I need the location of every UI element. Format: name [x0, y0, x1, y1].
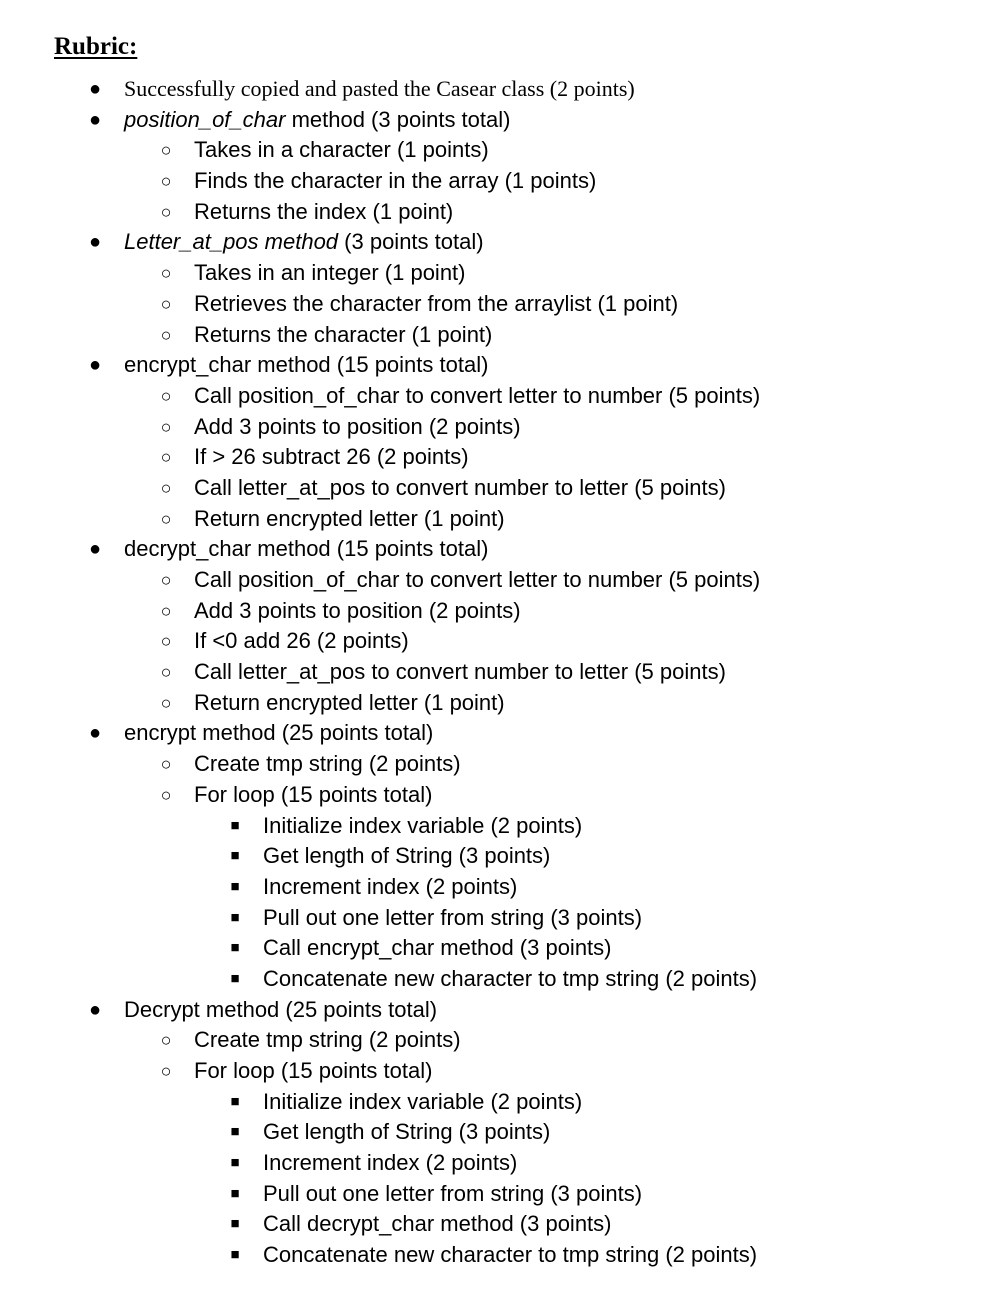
rubric-item-label: Call letter_at_pos to convert number to letter (5 points) — [194, 474, 726, 500]
bullet-circle-icon: ○ — [160, 263, 172, 284]
rubric-item-text — [194, 381, 760, 412]
bullet-square-icon: ■ — [230, 1215, 240, 1233]
rubric-item-text — [263, 1117, 550, 1148]
rubric-item-text — [194, 780, 432, 811]
bullet-square-icon: ■ — [230, 1154, 240, 1172]
rubric-item-label: For loop (15 points total) — [194, 1058, 433, 1083]
bullet-dot-icon: ● — [88, 231, 102, 254]
bullet-square-icon: ■ — [230, 816, 240, 834]
bullet-dot-icon: ● — [88, 354, 102, 377]
bullet-circle-icon: ○ — [160, 293, 172, 314]
rubric-item-text — [194, 166, 596, 197]
rubric-item-text — [124, 74, 635, 105]
rubric-item-text — [263, 872, 517, 903]
rubric-item-text — [263, 1148, 517, 1179]
rubric-item-text — [263, 1179, 642, 1210]
rubric-item-label: If <0 add 26 (2 points) — [194, 628, 409, 654]
rubric-item-text — [263, 933, 612, 964]
rubric-item-label: Concatenate new character to tmp string (2 points) — [263, 1242, 758, 1268]
rubric-item-text — [124, 227, 484, 258]
rubric-item-label: encrypt method (25 points total) — [124, 720, 434, 746]
rubric-item-label: Finds the character in the array (1 points) — [194, 168, 597, 194]
rubric-item-label: Create tmp string (2 points) — [194, 1027, 461, 1053]
rubric-item-text — [263, 1087, 582, 1118]
bullet-dot-icon: ● — [88, 722, 102, 745]
bullet-circle-icon: ○ — [160, 171, 172, 192]
rubric-item-text — [263, 1209, 612, 1240]
rubric-item-label: decrypt_char method (15 points total) — [124, 536, 489, 562]
bullet-circle-icon: ○ — [160, 447, 172, 468]
bullet-circle-icon: ○ — [160, 1061, 172, 1081]
rubric-heading: Rubric: — [54, 33, 138, 60]
rubric-item-label: Successfully copied and pasted the Casear class (2 points) — [124, 76, 635, 101]
bullet-circle-icon: ○ — [160, 140, 172, 161]
rubric-item-label: Increment index (2 points) — [263, 873, 518, 899]
rubric-item-text — [194, 688, 505, 719]
bullet-circle-icon: ○ — [160, 662, 172, 683]
rubric-item-label: Increment index (2 points) — [263, 1150, 518, 1176]
rubric-item-method-name: Letter_at_pos method — [124, 229, 339, 255]
rubric-item-label: Takes in a character (1 points) — [194, 137, 489, 163]
rubric-item-text — [194, 1025, 461, 1056]
rubric-item-text — [263, 811, 582, 842]
rubric-item-label: Add 3 points to position (2 points) — [194, 413, 521, 439]
bullet-square-icon: ■ — [230, 877, 240, 895]
rubric-item-text — [194, 504, 505, 535]
bullet-circle-icon: ○ — [160, 508, 172, 529]
rubric-item-label: Call position_of_char to convert letter to number (5 points) — [194, 382, 761, 408]
rubric-item-text — [124, 718, 433, 749]
bullet-circle-icon: ○ — [160, 477, 172, 498]
rubric-item-text — [124, 350, 488, 381]
rubric-item-label: Pull out one letter from string (3 points) — [263, 904, 643, 930]
rubric-item-label: Decrypt method (25 points total) — [124, 996, 438, 1022]
bullet-dot-icon: ● — [88, 998, 102, 1021]
rubric-item-text — [194, 596, 521, 627]
bullet-square-icon: ■ — [230, 969, 240, 987]
rubric-item-text — [194, 258, 466, 289]
bullet-dot-icon: ● — [88, 538, 102, 561]
rubric-item-label: Return encrypted letter (1 point) — [194, 689, 505, 715]
bullet-circle-icon: ○ — [160, 324, 172, 345]
rubric-item-text — [124, 105, 510, 136]
rubric-item-label: Concatenate new character to tmp string (2 points) — [263, 965, 758, 991]
rubric-item-label: Initialize index variable (2 points) — [263, 1088, 583, 1114]
rubric-item-label: Call encrypt_char method (3 points) — [263, 935, 612, 961]
bullet-dot-icon: ● — [88, 78, 102, 100]
rubric-item-text — [194, 626, 409, 657]
bullet-circle-icon: ○ — [160, 631, 172, 652]
rubric-item-label: Initialize index variable (2 points) — [263, 812, 583, 838]
bullet-circle-icon: ○ — [160, 570, 172, 590]
bullet-circle-icon: ○ — [160, 385, 172, 406]
rubric-item-label: Get length of String (3 points) — [263, 843, 551, 869]
rubric-item-text — [194, 197, 453, 228]
rubric-item-label: Call position_of_char to convert letter to number (5 points) — [194, 567, 761, 592]
rubric-item-text — [194, 1056, 432, 1087]
bullet-square-icon: ■ — [230, 1184, 240, 1202]
rubric-item-text — [263, 1240, 757, 1271]
rubric-item-label: Call letter_at_pos to convert number to letter (5 points) — [194, 659, 726, 685]
rubric-item-text — [194, 565, 760, 596]
bullet-circle-icon: ○ — [160, 416, 172, 437]
bullet-square-icon: ■ — [230, 908, 240, 926]
rubric-item-text — [194, 657, 726, 688]
rubric-item-label: Takes in an integer (1 point) — [194, 260, 466, 286]
rubric-item-label: Create tmp string (2 points) — [194, 751, 461, 777]
bullet-circle-icon: ○ — [160, 1030, 172, 1051]
rubric-item-method-name: position_of_char — [124, 106, 286, 132]
bullet-square-icon: ■ — [230, 1123, 240, 1141]
bullet-square-icon: ■ — [230, 1246, 240, 1264]
rubric-item-label: encrypt_char method (15 points total) — [124, 352, 489, 378]
rubric-item-label: Returns the index (1 point) — [194, 198, 454, 224]
bullet-square-icon: ■ — [230, 847, 240, 865]
bullet-circle-icon: ○ — [160, 692, 172, 713]
rubric-item-label: (3 points total) — [338, 229, 484, 255]
bullet-circle-icon: ○ — [160, 754, 172, 775]
rubric-item-text — [194, 442, 469, 473]
rubric-item-text — [194, 320, 492, 351]
rubric-item-text — [263, 841, 550, 872]
rubric-item-label: Retrieves the character from the arraylist (1 point) — [194, 290, 679, 316]
rubric-item-text — [194, 289, 678, 320]
rubric-item-label: Pull out one letter from string (3 points) — [263, 1180, 643, 1206]
rubric-item-text — [194, 749, 461, 780]
bullet-square-icon: ■ — [230, 939, 240, 957]
rubric-item-label: Get length of String (3 points) — [263, 1119, 551, 1145]
rubric-item-text — [124, 534, 488, 565]
bullet-square-icon: ■ — [230, 1092, 240, 1110]
bullet-dot-icon: ● — [88, 108, 102, 131]
rubric-item-label: For loop (15 points total) — [194, 781, 433, 807]
rubric-item-text — [124, 995, 437, 1026]
rubric-item-label: Call decrypt_char method (3 points) — [263, 1211, 612, 1237]
rubric-item-label: Return encrypted letter (1 point) — [194, 505, 505, 531]
rubric-item-text — [194, 135, 489, 166]
bullet-circle-icon: ○ — [160, 784, 172, 805]
rubric-item-text — [263, 964, 757, 995]
rubric-item-label: method (3 points total) — [285, 106, 511, 132]
rubric-item-text — [263, 903, 642, 934]
rubric-item-text — [194, 473, 726, 504]
rubric-item-label: Returns the character (1 point) — [194, 321, 493, 347]
rubric-item-text — [194, 412, 521, 443]
rubric-item-label: Add 3 points to position (2 points) — [194, 597, 521, 623]
bullet-circle-icon: ○ — [160, 201, 172, 222]
bullet-circle-icon: ○ — [160, 600, 172, 621]
rubric-item-label: If > 26 subtract 26 (2 points) — [194, 444, 469, 470]
